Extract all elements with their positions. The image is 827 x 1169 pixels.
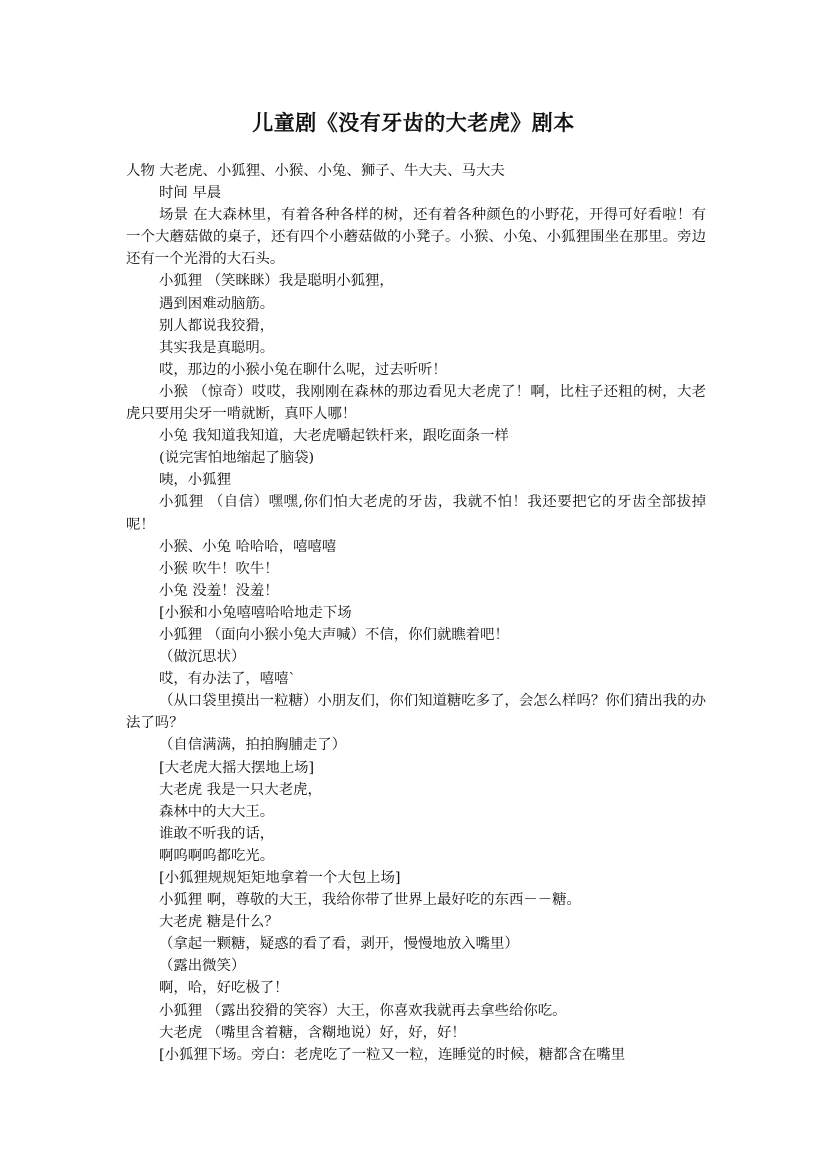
script-line: 小狐狸 （笑眯眯）我是聪明小狐狸， [159,273,394,290]
script-line: [小猴和小兔嘻嘻哈哈地走下场 [159,604,352,621]
script-line: 啊，哈，好吃极了！ [159,980,289,997]
script-line: 哎，有办法了，嘻嘻` [159,671,296,688]
script-line: （做沉思状） [159,649,246,666]
script-line: 小猴 吹牛！吹牛！ [159,560,279,577]
script-line: 谁敢不听我的话， [159,825,275,842]
script-line: (说完害怕地缩起了脑袋) [159,450,315,467]
document-title: 儿童剧《没有牙齿的大老虎》剧本 [252,110,575,135]
script-line: 大老虎 我是一只大老虎， [159,781,322,798]
script-line: 小猴、小兔 哈哈哈，嘻嘻嘻 [159,538,337,555]
script-line: 场景 在大森林里，有着各种各样的树，还有着各种颜色的小野花，开得可好看啦！有一个大蘑菇做的桌子，还有四个小蘑菇做的小凳子。小猴、小兔、小狐狸围坐在那里。旁边还有一个光滑的大石头。 [126,207,706,268]
script-line: 小狐狸 （面向小猴小兔大声喊）不信，你们就瞧着吧！ [159,626,509,643]
script-line: 啊呜啊呜都吃光。 [159,847,275,864]
script-line: 咦，小狐狸 [159,472,231,489]
script-line: 遇到困难动脑筋。 [159,295,275,312]
script-line: [大老虎大摇大摆地上场] [159,759,315,776]
script-line: 小狐狸 （露出狡猾的笑容）大王，你喜欢我就再去拿些给你吃。 [159,1002,567,1019]
script-line: [小狐狸规规矩矩地拿着一个大包上场] [159,870,401,886]
script-line: [小狐狸下场。旁白：老虎吃了一粒又一粒，连睡觉的时候，糖都含在嘴里 [159,1046,626,1063]
script-line: （拿起一颗糖，疑惑的看了看，剥开，慢慢地放入嘴里） [159,936,519,953]
script-line: 森林中的大大王。 [159,803,275,820]
script-line: 时间 早晨 [159,185,222,202]
script-line: 小兔 我知道我知道，大老虎嚼起铁杆来，跟吃面条一样 [159,428,509,445]
script-line: 人物 大老虎、小狐狸、小猴、小兔、狮子、牛大夫、马大夫 [126,163,505,179]
script-line: （自信满满，拍拍胸脯走了） [159,737,347,754]
script-line: 其实我是真聪明。 [159,339,275,356]
script-line: 小狐狸 （自信）嘿嘿,你们怕大老虎的牙齿，我就不怕！我还要把它的牙齿全部拔掉呢！ [126,494,706,533]
script-line: 哎，那边的小猴小兔在聊什么呢，过去听听！ [159,361,447,378]
script-line: 小狐狸 啊，尊敬的大王，我给你带了世界上最好吃的东西－－糖。 [159,892,581,909]
script-line: 小猴 （惊奇）哎哎，我刚刚在森林的那边看见大老虎了！啊，比柱子还粗的树，大老虎只要用尖牙一啃就断，真吓人哪！ [126,383,706,423]
script-line: （露出微笑） [159,958,246,975]
script-line: 大老虎 （嘴里含着糖，含糊地说）好，好，好！ [159,1024,466,1041]
script-line: （从口袋里摸出一粒糖）小朋友们，你们知道糖吃多了，会怎么样吗？你们猜出我的办法了吗？ [126,693,706,732]
script-line: 小兔 没羞！没羞！ [159,582,279,599]
script-body [126,160,706,1066]
script-line: 别人都说我狡猾， [159,317,275,334]
script-line: 大老虎 糖是什么？ [159,914,279,931]
